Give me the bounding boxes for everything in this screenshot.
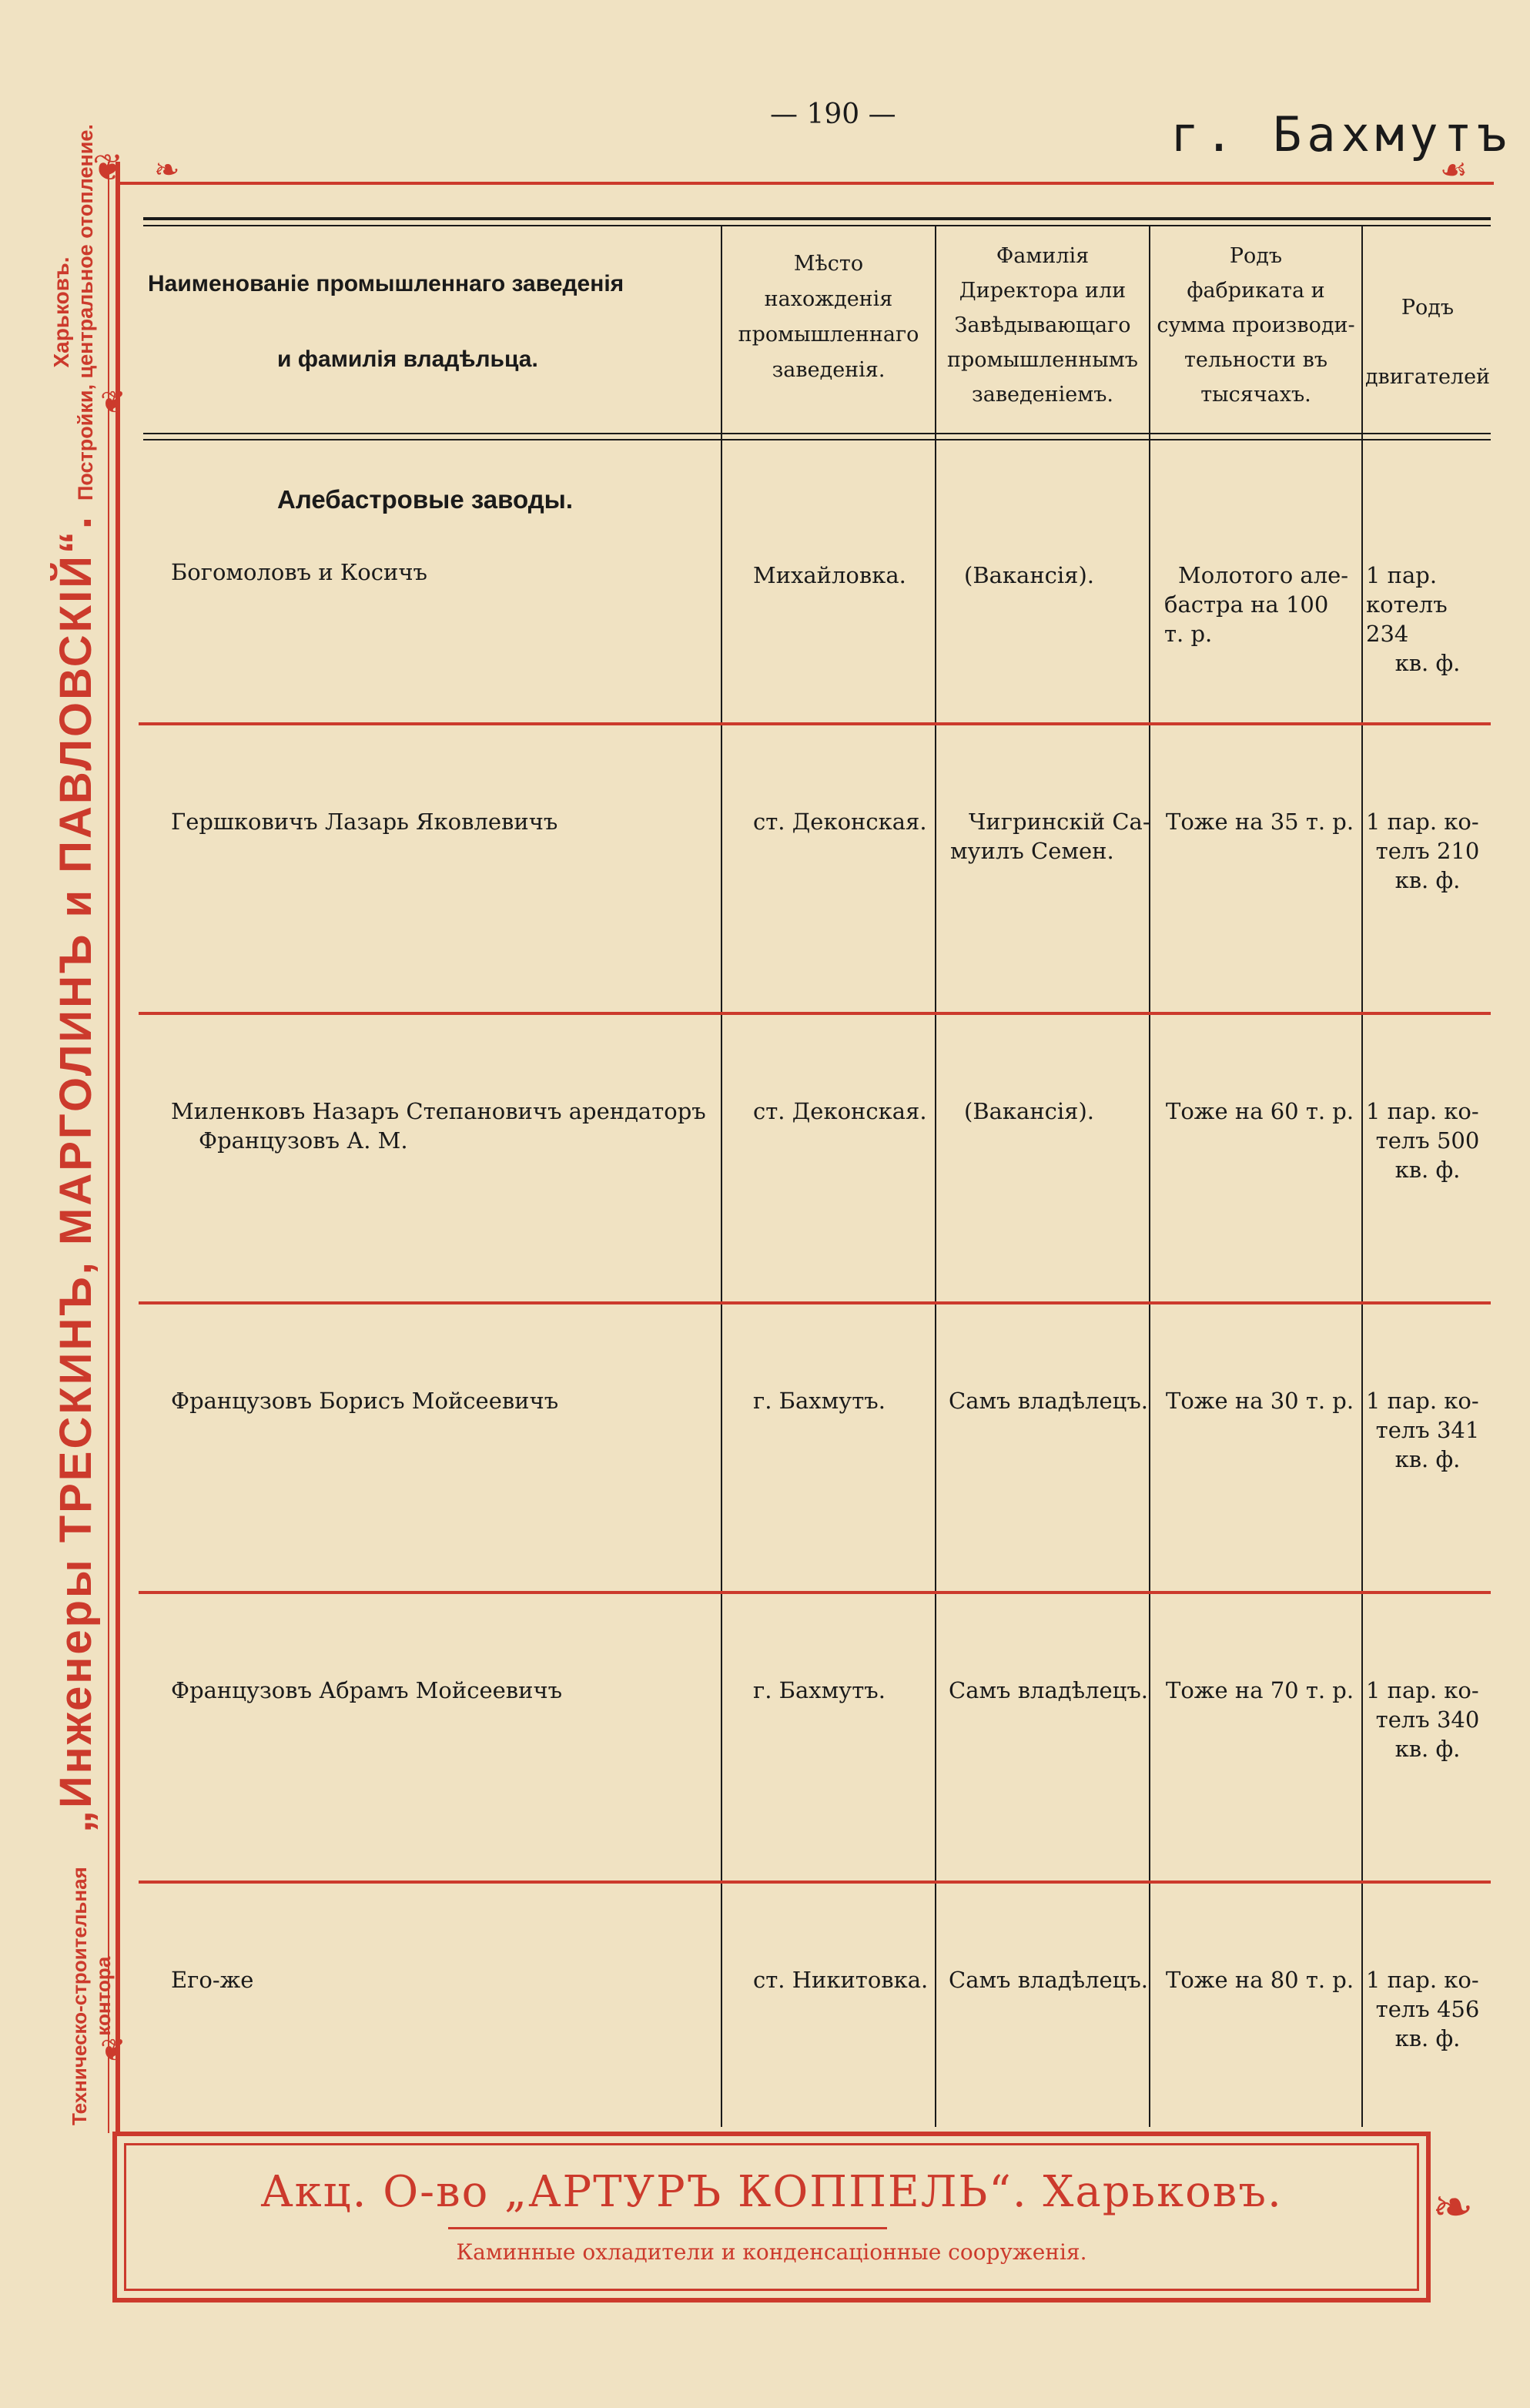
table-row-engines-line: 1 пар. ко-	[1366, 1967, 1479, 1993]
table-row-engines-line: кв. ф.	[1394, 1446, 1461, 1472]
header-engines-text: двигателей	[1364, 365, 1491, 389]
header-product-text: тысячахъ.	[1200, 383, 1311, 407]
side-ad-line4: Постройки, центральное отопление.	[74, 124, 97, 501]
row-separator	[139, 1301, 1491, 1304]
column-divider	[1361, 225, 1363, 2127]
side-ad-line1: Техническо-строительная	[68, 1867, 91, 2125]
scroll-ornament-icon: ☙	[1440, 152, 1468, 188]
table-row-engines-line: 1 пар. котелъ 234	[1366, 562, 1448, 647]
table-row-engines-line: 1 пар. ко-	[1366, 1388, 1479, 1414]
header-name-line2: и фамилія владѣльца.	[277, 347, 538, 372]
table-row-location: г. Бахмутъ.	[753, 1388, 886, 1414]
table-row-product: Тоже на 35 т. р.	[1166, 809, 1354, 835]
table-row-engines-line: кв. ф.	[1394, 1736, 1461, 1762]
row-separator	[139, 1012, 1491, 1015]
header-product-text: тельности въ	[1183, 348, 1328, 372]
table-row-name: Французовъ Борисъ Мойсеевичъ	[171, 1388, 559, 1414]
header-location-text: нахожденія	[764, 287, 893, 311]
table-row-name-line: Миленковъ Назаръ Степановичъ арендаторъ	[171, 1098, 706, 1124]
header-director-text: промышленнымъ	[947, 348, 1138, 372]
table-row-product-line: т. р.	[1164, 621, 1213, 647]
row-separator	[139, 722, 1491, 725]
page-number: — 190 —	[770, 99, 896, 130]
bottom-ad-underline	[448, 2227, 887, 2229]
table-row-director: (Вакансія).	[964, 1098, 1095, 1124]
table-row-name: Его-же	[171, 1967, 254, 1993]
header-director-text: заведеніемъ.	[972, 383, 1113, 407]
table-row-engines-line: кв. ф.	[1394, 1157, 1461, 1183]
header-product	[1152, 239, 1360, 412]
header-product-text: сумма производи-	[1157, 313, 1355, 337]
table-row-product: Тоже на 60 т. р.	[1166, 1098, 1354, 1124]
table-row-engines-line: телъ 340	[1375, 1706, 1480, 1733]
section-title: Алебастровые заводы.	[277, 485, 574, 514]
table-row-engines-line: кв. ф.	[1394, 867, 1461, 893]
table-row-product	[1164, 561, 1349, 648]
table-row-product: Тоже на 70 т. р.	[1166, 1677, 1354, 1703]
ad-ornament-icon: ❧	[1432, 2179, 1474, 2236]
side-ad-line2: контора	[92, 1956, 115, 2036]
top-left-ornament-icon: ❦	[92, 146, 124, 189]
table-top-rule-thin	[143, 225, 1491, 226]
table-row-director-line: муилъ Семен.	[950, 838, 1114, 864]
table-row-location: Михайловка.	[753, 562, 906, 588]
side-ad-main: „Инженеры ТРЕСКИНЪ, МАРГОЛИНЪ и ПАВЛОВСКІЙ“.	[51, 514, 101, 1833]
scroll-ornament-icon: ❧	[154, 152, 180, 188]
table-row-product: Тоже на 30 т. р.	[1166, 1388, 1354, 1414]
header-engines	[1364, 273, 1491, 412]
table-row-engines-line: 1 пар. ко-	[1366, 1098, 1479, 1124]
table-row-location: г. Бахмутъ.	[753, 1677, 886, 1703]
table-top-rule	[143, 217, 1491, 220]
header-bottom-rule-2	[143, 439, 1491, 440]
table-row-location: ст. Деконская.	[753, 809, 927, 835]
header-director-text: Фамилія	[996, 244, 1090, 268]
table-row-engines-line: телъ 500	[1375, 1127, 1480, 1154]
header-director-text: Директора или	[959, 279, 1127, 303]
table-row-name: Богомоловъ и Косичъ	[171, 559, 427, 585]
table-row-location: ст. Деконская.	[753, 1098, 927, 1124]
header-location-text: Мѣсто	[793, 252, 864, 276]
header-product-text: фабриката и	[1187, 279, 1325, 303]
side-ad-line3: Харьковъ.	[49, 256, 73, 368]
bottom-ad-title: Акц. О-во „АРТУРЪ КОППЕЛЬ“. Харьковъ.	[260, 2167, 1283, 2217]
table-row-engines-line: телъ 456	[1375, 1996, 1480, 2022]
header-director-text: Завѣдывающаго	[954, 313, 1131, 337]
row-separator	[139, 1591, 1491, 1594]
bottom-ad-subtitle: Каминные охладители и конденсаціонные сооруженія.	[456, 2239, 1087, 2265]
column-divider	[721, 225, 722, 2127]
table-row-engines	[1366, 1676, 1489, 1763]
table-row-engines	[1366, 1386, 1489, 1474]
table-row-engines	[1366, 561, 1489, 678]
table-row-name	[171, 1097, 706, 1155]
table-row-engines-line: 1 пар. ко-	[1366, 1677, 1479, 1703]
table-row-director: (Вакансія).	[964, 562, 1095, 588]
header-location	[724, 246, 933, 388]
header-name-line1: Наименованіе промышленнаго заведенія	[148, 271, 624, 296]
table-row-engines-line: телъ 210	[1375, 838, 1480, 864]
header-product-text: Родъ	[1229, 244, 1283, 268]
table-row-name: Гершковичъ Лазарь Яковлевичъ	[171, 809, 558, 835]
table-row-director: Самъ владѣлецъ.	[949, 1967, 1148, 1993]
table-row-director: Самъ владѣлецъ.	[949, 1677, 1148, 1703]
table-row-director-line: Чигринскій Са-	[969, 809, 1150, 835]
table-row-product-line: Молотого але-	[1178, 562, 1349, 588]
table-row-director: Самъ владѣлецъ.	[949, 1388, 1148, 1414]
bottom-advertisement	[112, 2132, 1431, 2303]
top-frame-line	[116, 182, 1494, 185]
table-row-engines	[1366, 1097, 1489, 1184]
column-divider	[1149, 225, 1150, 2127]
table-row-director	[950, 807, 1150, 866]
header-location-text: заведенія.	[772, 358, 886, 382]
table-row-engines-line: 1 пар. ко-	[1366, 809, 1479, 835]
header-bottom-rule	[143, 433, 1491, 434]
table-row-engines	[1366, 1965, 1489, 2053]
table-row-engines-line: кв. ф.	[1394, 650, 1461, 676]
table-row-product-line: бастра на 100	[1164, 591, 1329, 618]
table-row-engines	[1366, 807, 1489, 895]
column-divider	[935, 225, 936, 2127]
table-row-engines-line: кв. ф.	[1394, 2025, 1461, 2051]
side-ornament-icon: ❦	[100, 2033, 126, 2068]
table-row-product: Тоже на 80 т. р.	[1166, 1967, 1354, 1993]
table-row-name: Французовъ Абрамъ Мойсеевичъ	[171, 1677, 563, 1703]
header-location-text: промышленнаго	[738, 323, 919, 347]
side-advertisement	[46, 62, 277, 2125]
table-row-name-line: Французовъ А. М.	[199, 1127, 408, 1154]
side-ornament-icon: ❦	[100, 385, 126, 420]
row-separator	[139, 1881, 1491, 1884]
header-director	[938, 239, 1147, 412]
table-row-location: ст. Никитовка.	[753, 1967, 929, 1993]
header-engines-text: Родъ	[1401, 296, 1455, 320]
city-title: г. Бахмутъ	[1170, 106, 1512, 162]
table-row-engines-line: телъ 341	[1375, 1417, 1480, 1443]
